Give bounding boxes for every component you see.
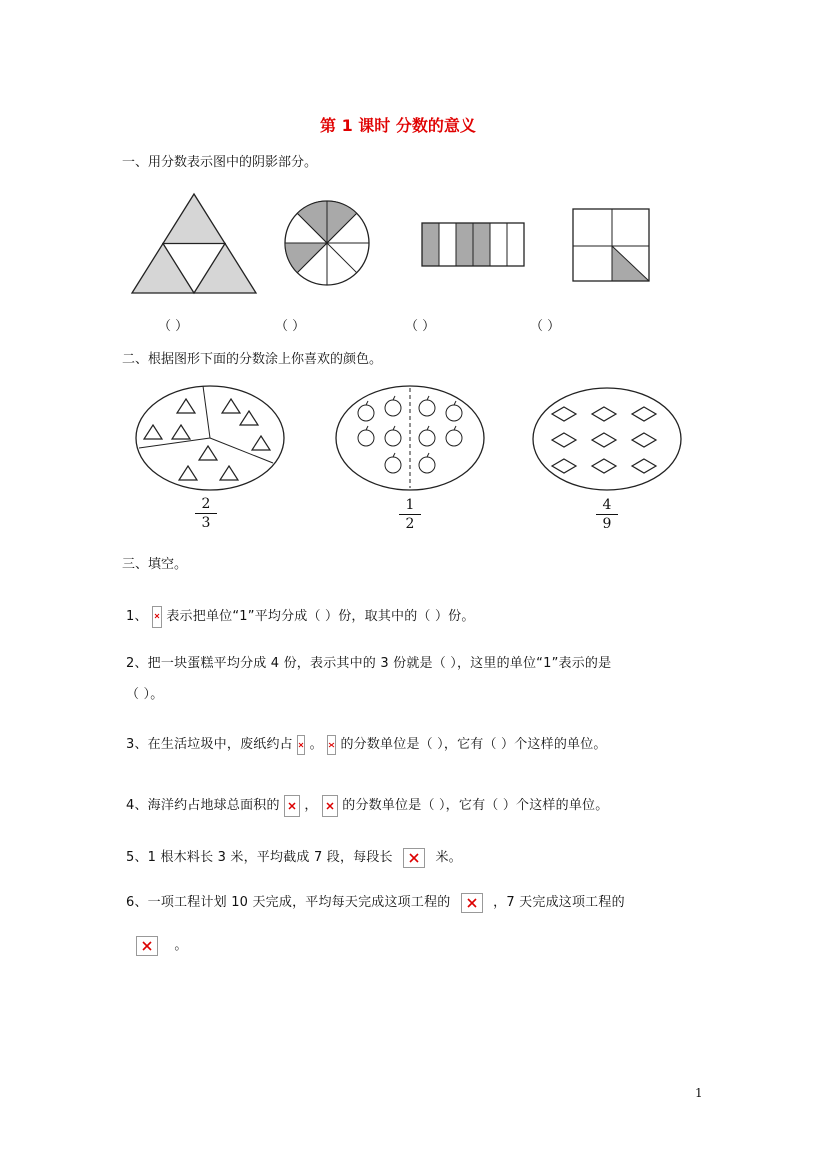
broken-image-icon	[136, 936, 158, 956]
fraction-one-half	[399, 497, 421, 532]
broken-image-icon	[297, 735, 305, 755]
section2-heading: 二、根据图形下面的分数涂上你喜欢的颜色。	[122, 352, 383, 367]
question-1-text: 表示把单位“1”平均分成（ ）份，取其中的（ ）份。	[166, 609, 475, 624]
fraction-denominator: 9	[602, 516, 612, 532]
question-5-text-a: 5、1 根木料长 3 米，平均截成 7 段，每段长	[126, 850, 393, 865]
question-4-text-b: ，	[304, 798, 318, 813]
oval-apples-figure	[333, 383, 487, 495]
page-title: 第 1 课时 分数的意义	[320, 116, 476, 135]
shaded-strip-figure	[418, 220, 526, 268]
question-6-line1	[126, 891, 625, 913]
question-1	[126, 605, 475, 628]
fraction-four-ninths	[596, 497, 618, 532]
fraction-numerator: 4	[602, 497, 612, 513]
oval-triangles-figure	[133, 383, 289, 495]
question-5-text-b: 米。	[435, 850, 462, 865]
question-2-line1: 2、把一块蛋糕平均分成 4 份，表示其中的 3 份就是（ ），这里的单位“1”表示的是	[126, 656, 612, 671]
broken-image-icon	[327, 735, 336, 755]
question-5	[126, 846, 462, 868]
answer-blank-3[interactable]: （ ）	[405, 319, 436, 334]
fraction-two-thirds	[195, 496, 217, 531]
fraction-denominator: 3	[201, 515, 211, 531]
answer-blank-4[interactable]: （ ）	[530, 319, 561, 334]
broken-image-icon	[461, 893, 483, 913]
question-2-line2: （ ）。	[126, 687, 164, 702]
page-number: 1	[695, 1086, 703, 1100]
question-4-text-a: 4、海洋约占地球总面积的	[126, 798, 280, 813]
broken-image-icon	[322, 795, 338, 817]
fraction-denominator: 2	[405, 516, 415, 532]
broken-image-icon	[152, 606, 162, 628]
fraction-numerator: 2	[201, 496, 211, 512]
section1-heading: 一、用分数表示图中的阴影部分。	[122, 155, 318, 170]
question-3-text-c: 的分数单位是（ ），它有（ ）个这样的单位。	[340, 737, 607, 752]
question-3	[126, 733, 607, 755]
section3-heading: 三、填空。	[122, 557, 188, 572]
question-6-text-b: ，7 天完成这项工程的	[493, 895, 625, 910]
question-4-text-c: 的分数单位是（ ），它有（ ）个这样的单位。	[342, 798, 609, 813]
shaded-circle-figure	[282, 198, 372, 288]
answer-blank-1[interactable]: （ ）	[158, 319, 189, 334]
question-6-text-a: 6、一项工程计划 10 天完成，平均每天完成这项工程的	[126, 895, 451, 910]
oval-diamonds-figure	[529, 384, 685, 494]
broken-image-icon	[403, 848, 425, 868]
question-3-text-b: 。	[309, 737, 323, 752]
question-1-number: 1、	[126, 609, 148, 624]
broken-image-icon	[284, 795, 300, 817]
answer-blank-2[interactable]: （ ）	[275, 319, 306, 334]
shaded-triangle-figure	[128, 190, 262, 298]
question-6-line2	[136, 934, 188, 956]
shaded-square-figure	[569, 206, 653, 284]
question-4	[126, 794, 608, 817]
question-6-text-c: 。	[174, 938, 188, 953]
fraction-numerator: 1	[405, 497, 415, 513]
question-3-text-a: 3、在生活垃圾中，废纸约占	[126, 737, 293, 752]
